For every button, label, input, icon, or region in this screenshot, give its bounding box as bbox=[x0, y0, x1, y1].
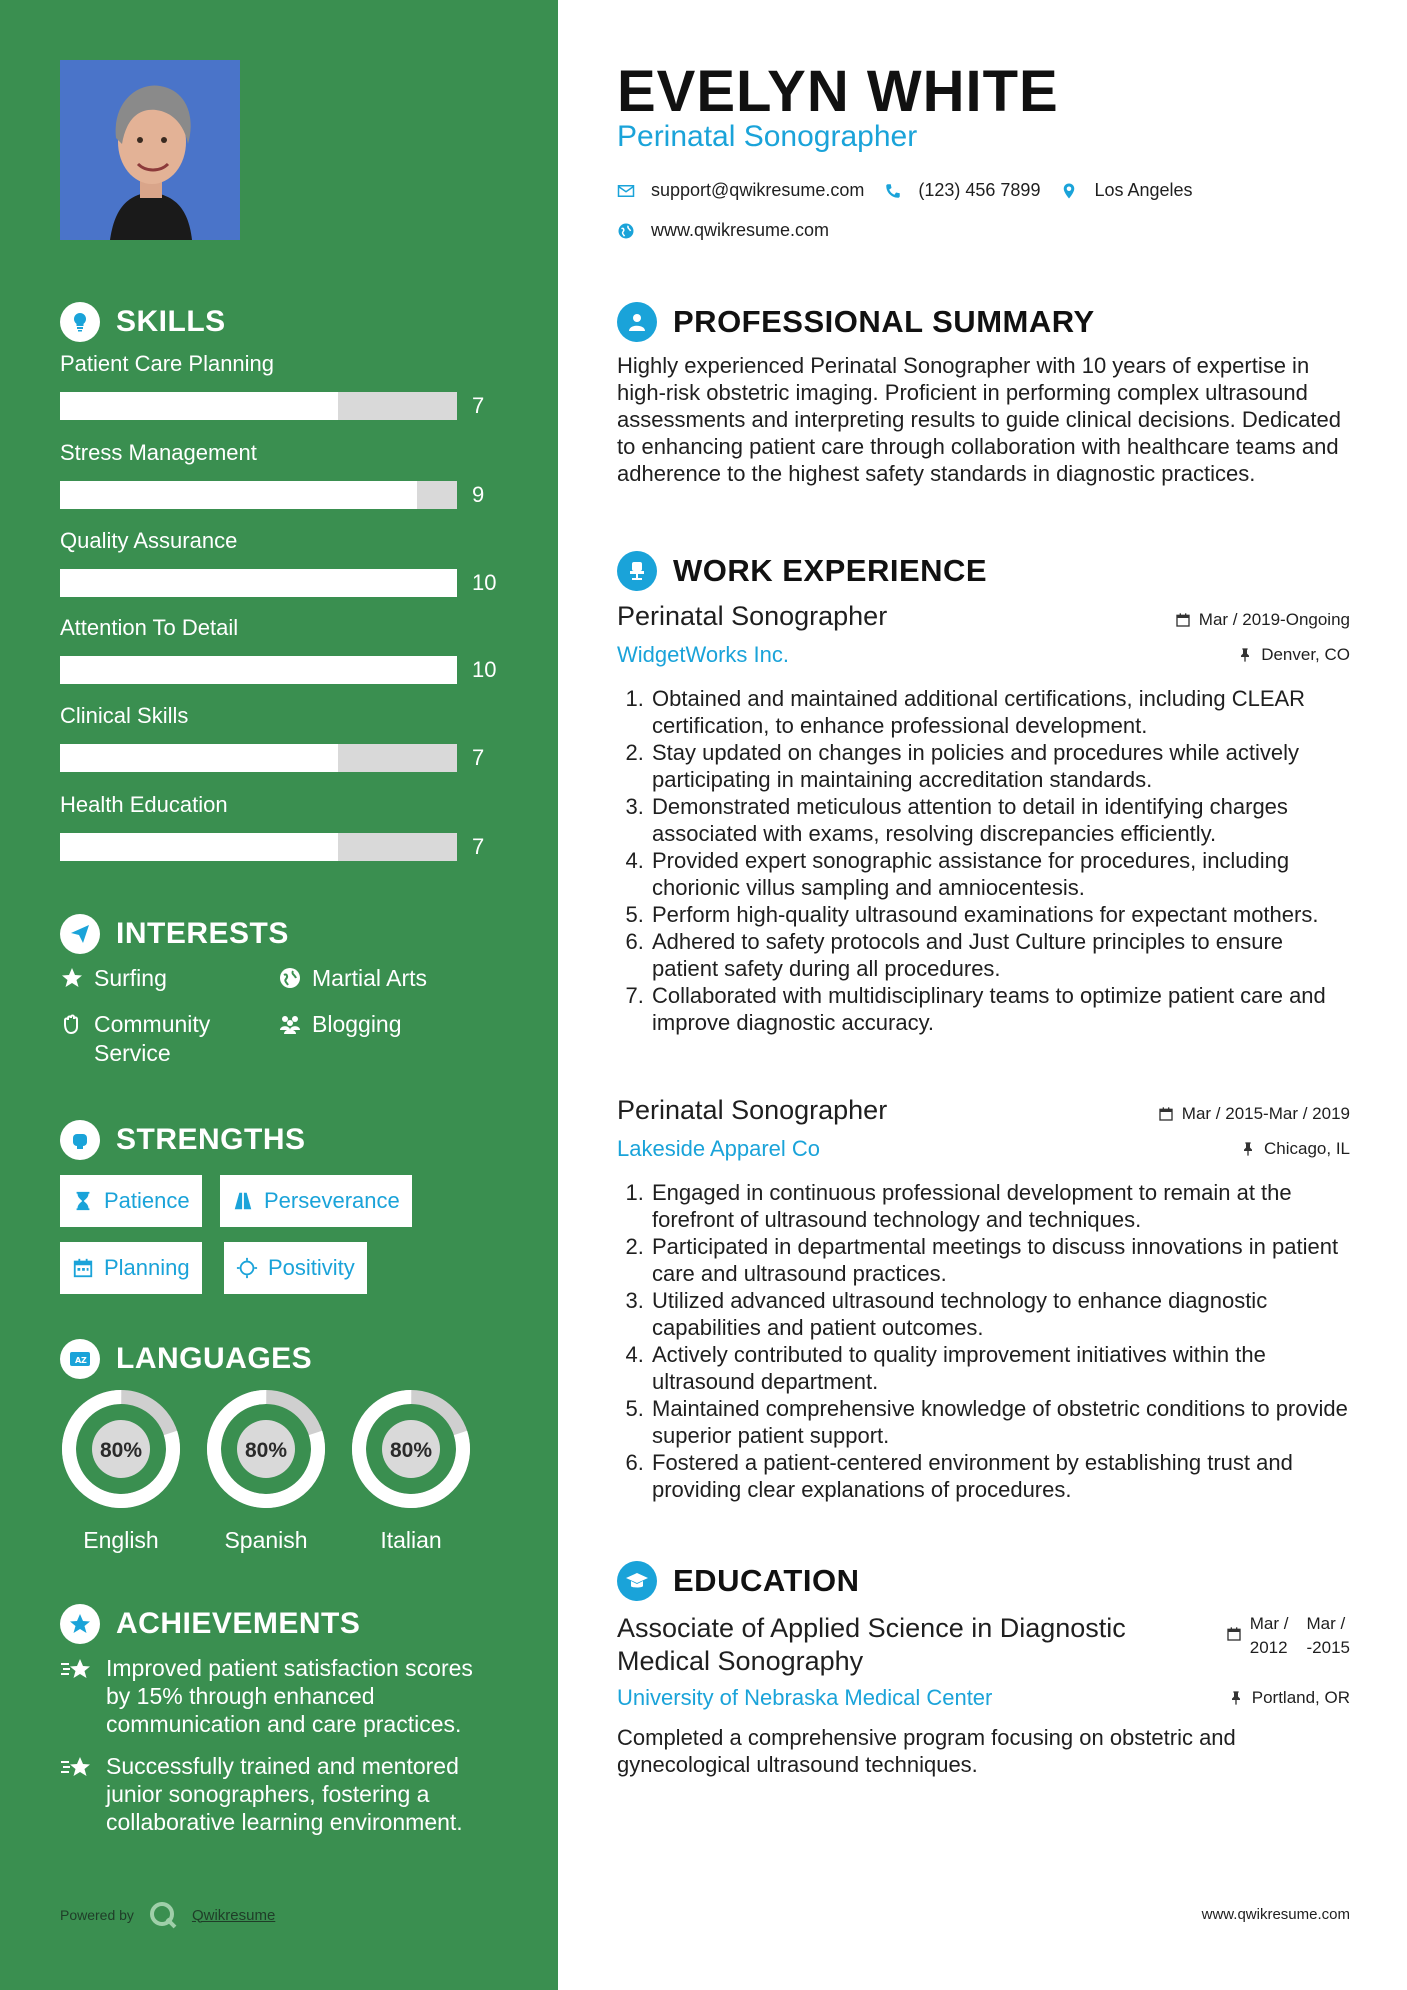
contact-website[interactable]: www.qwikresume.com bbox=[651, 220, 830, 240]
skill-bar-fill bbox=[60, 744, 338, 772]
languages-title: LANGUAGES bbox=[116, 1342, 313, 1375]
interests-heading bbox=[60, 914, 289, 954]
strength-badge-patience bbox=[60, 1175, 202, 1227]
skill-value: 7 bbox=[472, 834, 485, 859]
interest-item-community-service bbox=[60, 1010, 210, 1068]
skill-value: 10 bbox=[472, 570, 497, 595]
languages-heading bbox=[60, 1339, 312, 1379]
graduation-cap-icon bbox=[617, 1561, 657, 1601]
skill-item bbox=[60, 792, 500, 859]
job-company: Lakeside Apparel Co bbox=[617, 1136, 821, 1161]
job-location-text: Denver, CO bbox=[1261, 645, 1350, 664]
language-item bbox=[59, 1387, 183, 1554]
skill-name: Stress Management bbox=[60, 440, 257, 465]
language-name: English bbox=[83, 1527, 159, 1553]
qwikresume-logo-icon bbox=[148, 1900, 178, 1930]
interest-item-surfing bbox=[60, 964, 167, 993]
education-end-year-text: 2015 bbox=[1312, 1638, 1350, 1657]
strength-badge-planning bbox=[60, 1242, 202, 1294]
job-dates-text: Mar / 2019-Ongoing bbox=[1198, 610, 1350, 629]
profile-photo bbox=[60, 60, 240, 240]
skill-item bbox=[60, 528, 500, 595]
education-end-year: -2015 bbox=[1306, 1638, 1350, 1657]
skill-bar bbox=[60, 392, 457, 420]
responsibility-item: 2. Participated in departmental meetings to discuss innovations in patient care and ultrasound practices. bbox=[650, 1233, 1350, 1287]
sun-icon bbox=[236, 1257, 258, 1279]
degree-title bbox=[617, 1612, 1126, 1678]
language-percent: 80% bbox=[99, 1439, 143, 1462]
star-badge-icon bbox=[60, 1604, 100, 1644]
strength-label: Patience bbox=[104, 1188, 190, 1213]
contact-email[interactable]: support@qwikresume.com bbox=[651, 180, 865, 200]
phone-icon bbox=[884, 182, 902, 200]
education-dates bbox=[1226, 1612, 1350, 1660]
responsibility-item: 5. Perform high-quality ultrasound examinations for expectant mothers. bbox=[650, 901, 1350, 928]
responsibility-item: 3. Demonstrated meticulous attention to detail in identifying charges associated with exams, resolving discrepancies efficiently. bbox=[650, 793, 1350, 847]
candidate-role: Perinatal Sonographer bbox=[617, 120, 918, 153]
language-ring bbox=[59, 1387, 183, 1511]
group-icon bbox=[278, 1012, 302, 1036]
education-start-month: Mar / bbox=[1249, 1614, 1289, 1633]
job-dates-text: Mar / 2015-Mar / 2019 bbox=[1181, 1104, 1350, 1123]
achievements-title: ACHIEVEMENTS bbox=[116, 1607, 361, 1640]
strength-label: Positivity bbox=[268, 1255, 355, 1280]
globe-icon bbox=[278, 966, 302, 990]
office-chair-icon bbox=[617, 551, 657, 591]
experience-title: WORK EXPERIENCE bbox=[673, 553, 988, 588]
skill-item bbox=[60, 615, 500, 682]
language-name: Italian bbox=[380, 1527, 442, 1553]
responsibility-item: 4. Actively contributed to quality improvement initiatives within the ultrasound department. bbox=[650, 1341, 1350, 1395]
skill-bar bbox=[60, 744, 457, 772]
calendar-icon bbox=[1158, 1106, 1174, 1122]
skill-value: 7 bbox=[472, 745, 485, 770]
interest-label: Surfing bbox=[94, 965, 167, 991]
contact-row bbox=[617, 180, 1193, 201]
contact-location: Los Angeles bbox=[1094, 180, 1193, 200]
language-name: Spanish bbox=[224, 1527, 308, 1553]
education-location-text: Portland, OR bbox=[1251, 1688, 1350, 1707]
strengths-title: STRENGTHS bbox=[116, 1123, 306, 1156]
job-dates bbox=[1158, 1104, 1350, 1124]
pushpin-icon bbox=[1237, 647, 1253, 663]
language-ring bbox=[349, 1387, 473, 1511]
job-location bbox=[1240, 1139, 1350, 1159]
contact-phone[interactable]: (123) 456 7899 bbox=[918, 180, 1041, 200]
education-description: Completed a comprehensive program focusing on obstetric and gynecological ultrasound techniques. bbox=[617, 1725, 1236, 1777]
skill-value: 9 bbox=[472, 482, 485, 507]
education-title: EDUCATION bbox=[673, 1563, 860, 1598]
svg-text:A: A bbox=[75, 1356, 82, 1365]
skill-name: Attention To Detail bbox=[60, 615, 239, 640]
responsibility-item: 2. Stay updated on changes in policies and procedures while actively participating in maintaining accreditation standards. bbox=[650, 739, 1350, 793]
achievement-item bbox=[60, 1752, 500, 1836]
skill-name: Quality Assurance bbox=[60, 528, 238, 553]
responsibility-item: 3. Utilized advanced ultrasound technology to enhance diagnostic capabilities and patient outcomes. bbox=[650, 1287, 1350, 1341]
achievement-text: Successfully trained and mentored junior sonographers, fostering a collaborative learning environment. bbox=[106, 1753, 463, 1835]
skill-item bbox=[60, 703, 500, 770]
skill-bar-fill bbox=[60, 656, 457, 684]
language-percent: 80% bbox=[389, 1439, 433, 1462]
interest-label: Blogging bbox=[312, 1011, 402, 1037]
responsibility-item: 1. Obtained and maintained additional certifications, including CLEAR certification, to enhance professional development. bbox=[650, 685, 1350, 739]
skill-name: Clinical Skills bbox=[60, 703, 189, 728]
job-title: Perinatal Sonographer bbox=[617, 1095, 888, 1125]
responsibility-item: 5. Maintained comprehensive knowledge of obstetric conditions to provide superior patient support. bbox=[650, 1395, 1350, 1449]
website-row bbox=[617, 220, 829, 241]
pushpin-icon bbox=[1240, 1141, 1256, 1157]
powered-by-label: Powered by bbox=[60, 1907, 134, 1923]
sidebar bbox=[0, 0, 558, 1990]
interest-label: Community Service bbox=[94, 1011, 211, 1066]
skill-bar-fill bbox=[60, 481, 417, 509]
skills-title: SKILLS bbox=[116, 305, 226, 338]
responsibility-item: 7. Collaborated with multidisciplinary teams to optimize patient care and improve diagnostic accuracy. bbox=[650, 982, 1350, 1036]
language-percent: 80% bbox=[244, 1439, 288, 1462]
strength-label: Perseverance bbox=[264, 1188, 400, 1213]
svg-text:Z: Z bbox=[81, 1356, 87, 1365]
skill-bar bbox=[60, 833, 457, 861]
skill-bar-fill bbox=[60, 833, 338, 861]
skill-bar-fill bbox=[60, 569, 457, 597]
strengths-heading bbox=[60, 1120, 306, 1160]
skill-bar bbox=[60, 656, 457, 684]
language-icon bbox=[60, 1339, 100, 1379]
achievement-item bbox=[60, 1654, 500, 1738]
calendar-icon bbox=[72, 1257, 94, 1279]
degree-line: Associate of Applied Science in Diagnostic bbox=[617, 1613, 1126, 1643]
job-dates bbox=[1175, 610, 1350, 630]
education-end-month: Mar / bbox=[1306, 1614, 1346, 1633]
strength-badge-positivity bbox=[224, 1242, 367, 1294]
degree-line: Medical Sonography bbox=[617, 1646, 864, 1676]
strength-badge-perseverance bbox=[220, 1175, 412, 1227]
skill-item bbox=[60, 440, 500, 507]
skill-name: Patient Care Planning bbox=[60, 351, 275, 376]
strength-label: Planning bbox=[104, 1255, 190, 1280]
language-ring bbox=[204, 1387, 328, 1511]
calendar-icon bbox=[1226, 1626, 1242, 1642]
language-item bbox=[349, 1387, 473, 1554]
job-location-text: Chicago, IL bbox=[1264, 1139, 1350, 1158]
skill-bar-fill bbox=[60, 392, 338, 420]
education-end bbox=[1307, 1612, 1351, 1660]
skill-name: Health Education bbox=[60, 792, 228, 817]
interests-title: INTERESTS bbox=[116, 917, 289, 950]
interest-item-martial-arts bbox=[278, 964, 427, 993]
school-name: University of Nebraska Medical Center bbox=[617, 1685, 993, 1710]
user-icon bbox=[617, 302, 657, 342]
responsibility-item: 6. Fostered a patient-centered environment by establishing trust and providing clear explanations of procedures. bbox=[650, 1449, 1350, 1503]
skill-bar bbox=[60, 481, 457, 509]
skill-value: 7 bbox=[472, 393, 485, 418]
globe-icon bbox=[617, 222, 635, 240]
experience-heading bbox=[617, 551, 987, 591]
footer-website[interactable]: www.qwikresume.com bbox=[1201, 1906, 1350, 1923]
job-location bbox=[1237, 645, 1350, 665]
hand-icon bbox=[60, 1012, 84, 1036]
summary-heading bbox=[617, 302, 1095, 342]
summary-text: Highly experienced Perinatal Sonographer with 10 years of expertise in high-risk obstetric imaging. Proficient in performing complex ultrasound assessments and interpreting results to guide clinical decisions. Dedicated to enhancing patient care through collaboration with healthcare teams and adherence to the highest safety standards in diagnostic practices. bbox=[617, 353, 1341, 486]
powered-by bbox=[60, 1900, 275, 1930]
map-pin-icon bbox=[1060, 182, 1078, 200]
summary-title: PROFESSIONAL SUMMARY bbox=[673, 304, 1095, 339]
calendar-icon bbox=[1175, 612, 1191, 628]
achievements-heading bbox=[60, 1604, 360, 1644]
education-location bbox=[1228, 1688, 1350, 1708]
language-item bbox=[204, 1387, 328, 1554]
responsibility-item: 6. Adhered to safety protocols and Just Culture principles to ensure patient safety during all procedures. bbox=[650, 928, 1350, 982]
skills-heading bbox=[60, 302, 226, 342]
lightbulb-icon bbox=[60, 302, 100, 342]
skill-item bbox=[60, 351, 500, 418]
job-company: WidgetWorks Inc. bbox=[617, 642, 789, 667]
responsibility-item: 4. Provided expert sonographic assistance for procedures, including chorionic villus sampling and amniocentesis. bbox=[650, 847, 1350, 901]
job-responsibilities bbox=[617, 685, 1350, 1036]
education-start-year: 2012 bbox=[1249, 1638, 1288, 1657]
interest-label: Martial Arts bbox=[312, 965, 428, 991]
education-heading bbox=[617, 1561, 859, 1601]
interest-item-blogging bbox=[278, 1010, 402, 1039]
skill-value: 10 bbox=[472, 657, 497, 682]
paper-plane-icon bbox=[60, 914, 100, 954]
responsibility-item: 1. Engaged in continuous professional development to remain at the forefront of ultrasound technology and techniques. bbox=[650, 1179, 1350, 1233]
star-icon bbox=[60, 966, 84, 990]
candidate-name: EVELYN WHITE bbox=[617, 59, 1059, 124]
education-start bbox=[1250, 1612, 1289, 1660]
job-title: Perinatal Sonographer bbox=[617, 601, 888, 631]
road-icon bbox=[232, 1190, 254, 1212]
shooting-star-icon bbox=[60, 1754, 94, 1782]
qwikresume-link[interactable]: Qwikresume bbox=[191, 1906, 276, 1924]
shooting-star-icon bbox=[60, 1656, 94, 1684]
skill-bar bbox=[60, 569, 457, 597]
hourglass-icon bbox=[72, 1190, 94, 1212]
fist-icon bbox=[60, 1120, 100, 1160]
pushpin-icon bbox=[1228, 1690, 1244, 1706]
job-responsibilities bbox=[617, 1179, 1350, 1503]
envelope-icon bbox=[617, 182, 635, 200]
achievement-text: Improved patient satisfaction scores by 15% through enhanced communication and care practices. bbox=[106, 1655, 473, 1737]
